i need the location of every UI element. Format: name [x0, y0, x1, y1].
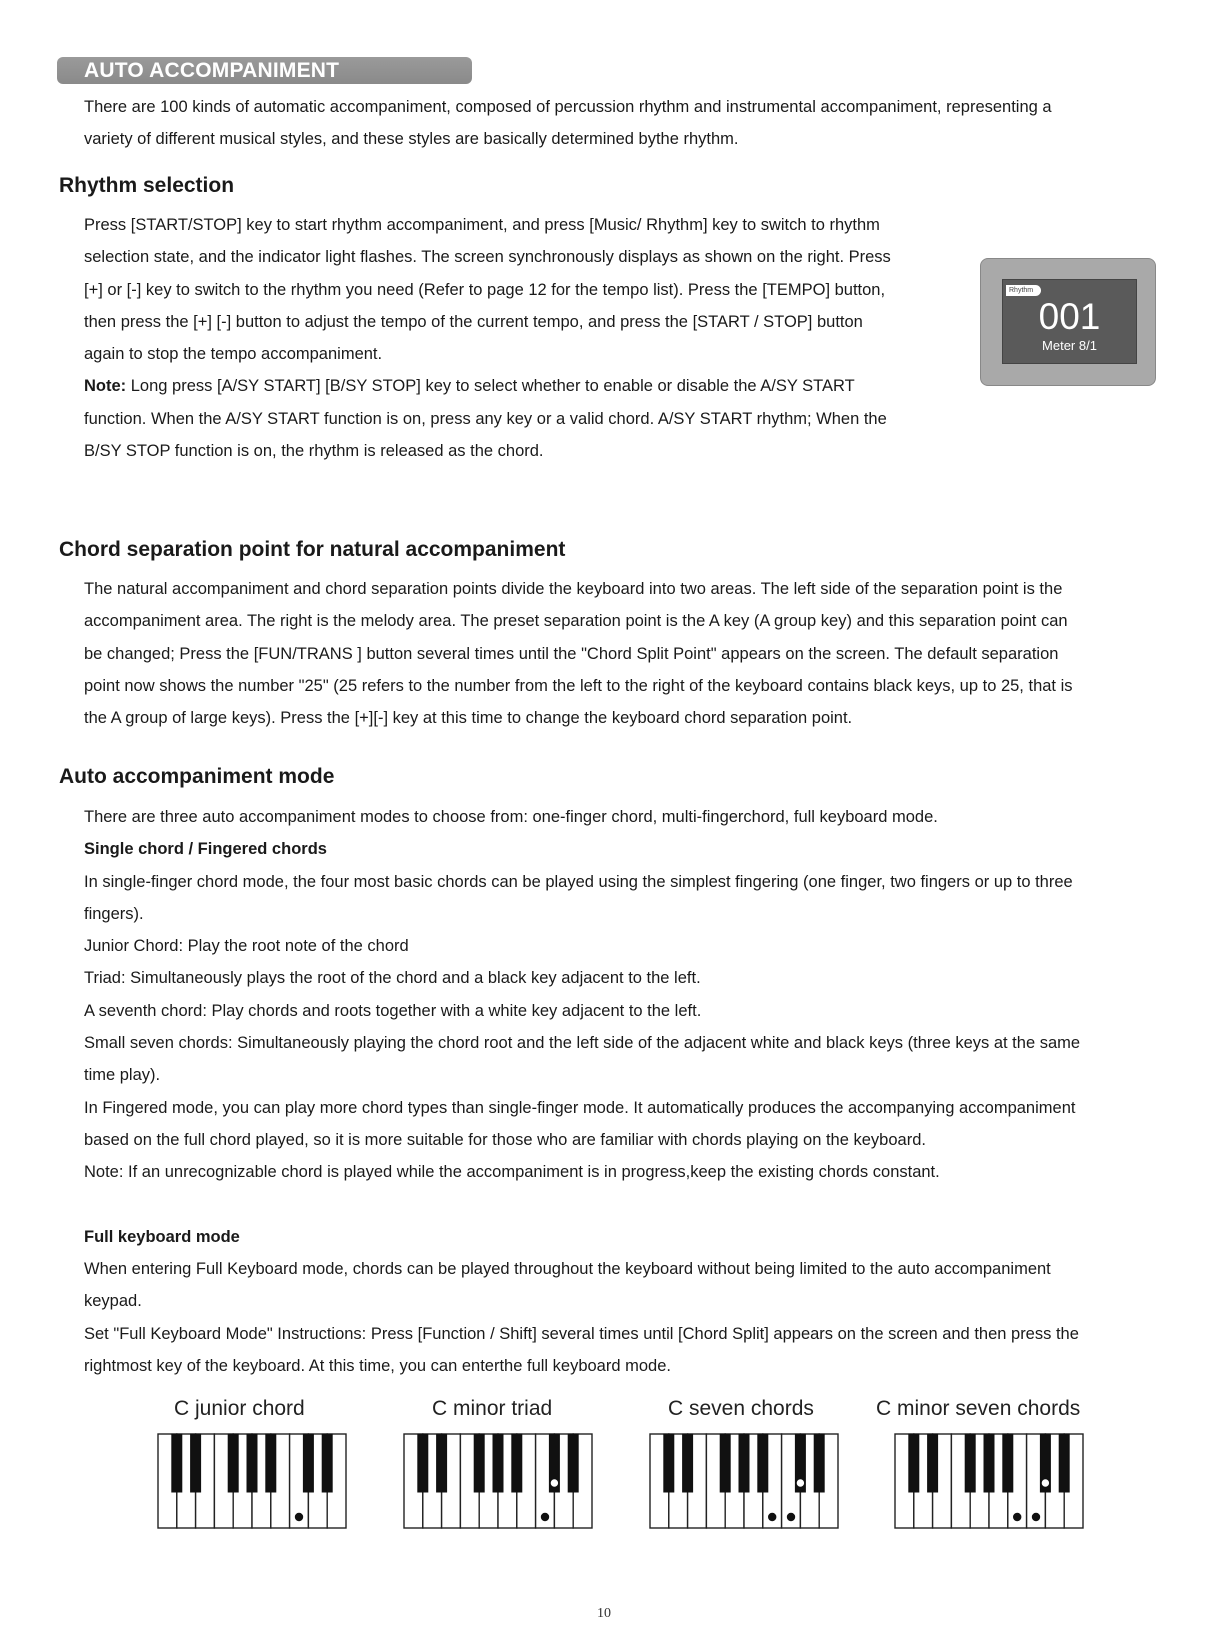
- full-line: Set "Full Keyboard Mode" Instructions: Press [Function / Shift] several times until [Chord Split] appears on the screen and then press the: [84, 1324, 1079, 1343]
- rhythm-note-line: B/SY STOP function is on, the rhythm is released as the chord.: [84, 442, 544, 461]
- chord-split-line: accompaniment area. The right is the melody area. The preset separation point is the A key (A group key) and this separation point can: [84, 612, 1068, 631]
- intro-line: There are 100 kinds of automatic accompaniment, composed of percussion rhythm and instrumental accompaniment, representing a: [84, 98, 1052, 116]
- display-rhythm-tag: Rhythm: [1006, 285, 1041, 296]
- mode-intro: There are three auto accompaniment modes to choose from: one-finger chord, multi-fingerchord, full keyboard mode.: [84, 808, 938, 826]
- black-key: [172, 1434, 182, 1492]
- full-line: When entering Full Keyboard mode, chords can be played throughout the keyboard without being limited to the auto accompaniment: [84, 1260, 1051, 1279]
- mode-paragraph: [84, 801, 1080, 1382]
- keyboard-title-minor-seven: C minor seven chords: [876, 1397, 1081, 1420]
- chord-split-heading: Chord separation point for natural accompaniment: [59, 538, 566, 561]
- black-key: [664, 1434, 674, 1492]
- pressed-black-key-dot: [796, 1479, 804, 1487]
- pressed-black-key-dot: [1041, 1479, 1049, 1487]
- chord-split-line: point now shows the number "25" (25 refers to the number from the left to the right of the keyboard contains black keys, up to 25, that is: [84, 676, 1073, 695]
- chord-split-line: The natural accompaniment and chord separation points divide the keyboard into two areas. The left side of the separation point is the: [84, 580, 1063, 598]
- rhythm-line: [+] or [-] key to switch to the rhythm you need (Refer to page 12 for the tempo list). Press the [TEMPO] button,: [84, 280, 886, 299]
- single-line: Junior Chord: Play the root note of the chord: [84, 937, 409, 956]
- rhythm-paragraph: [84, 209, 891, 467]
- pressed-white-key-dot: [1032, 1513, 1040, 1521]
- page-number: 10: [597, 1606, 611, 1621]
- pressed-white-key-dot: [1013, 1513, 1021, 1521]
- rhythm-line: selection state, and the indicator light flashes. The screen synchronously displays as shown on the right. Press: [84, 248, 891, 267]
- rhythm-heading: Rhythm selection: [59, 174, 235, 197]
- intro-line: variety of different musical styles, and these styles are basically determined bythe rhythm.: [84, 130, 739, 149]
- keyboard-diagram-minor-triad: [403, 1433, 593, 1529]
- rhythm-note-line: [84, 370, 891, 402]
- chord-split-line: the A group of large keys). Press the [+][-] key at this time to change the keyboard chord separation point.: [84, 709, 853, 728]
- intro-paragraph: [84, 91, 1052, 156]
- note-text: Long press [A/SY START] [B/SY STOP] key to select whether to enable or disable the A/SY START: [126, 377, 855, 396]
- pressed-white-key-dot: [541, 1513, 549, 1521]
- spacer: [84, 1189, 1080, 1221]
- display-meter: Meter 8/1: [1042, 338, 1097, 353]
- pressed-white-key-dot: [787, 1513, 795, 1521]
- mode-heading: Auto accompaniment mode: [59, 765, 335, 788]
- note-label: Note:: [84, 377, 127, 396]
- black-key: [928, 1434, 938, 1492]
- keyboard-diagram-minor-seven: [894, 1433, 1084, 1529]
- black-key: [814, 1434, 824, 1492]
- full-keyboard-heading: Full keyboard mode: [84, 1227, 240, 1246]
- black-key: [247, 1434, 257, 1492]
- black-key: [984, 1434, 994, 1492]
- rhythm-line: again to stop the tempo accompaniment.: [84, 345, 383, 364]
- rhythm-display-illustration: [980, 258, 1156, 386]
- single-line: time play).: [84, 1066, 161, 1085]
- black-key: [228, 1434, 238, 1492]
- black-key: [909, 1434, 919, 1492]
- keyboard-diagram-junior: [157, 1433, 347, 1529]
- chord-split-paragraph: [84, 573, 1073, 734]
- single-line: In single-finger chord mode, the four most basic chords can be played using the simplest fingering (one finger, two fingers or up to three: [84, 872, 1073, 891]
- pressed-white-key-dot: [295, 1513, 303, 1521]
- single-line: A seventh chord: Play chords and roots together with a white key adjacent to the left.: [84, 1001, 702, 1020]
- full-line: keypad.: [84, 1292, 142, 1311]
- single-line: based on the full chord played, so it is more suitable for those who are familiar with chords playing on the keyboard.: [84, 1130, 926, 1149]
- black-key: [474, 1434, 484, 1492]
- full-line: rightmost key of the keyboard. At this time, you can enterthe full keyboard mode.: [84, 1357, 671, 1376]
- single-line: Small seven chords: Simultaneously playing the chord root and the left side of the adjacent white and black keys (three keys at the same: [84, 1034, 1081, 1053]
- black-key: [1003, 1434, 1013, 1492]
- black-key: [568, 1434, 578, 1492]
- black-key: [266, 1434, 276, 1492]
- black-key: [683, 1434, 693, 1492]
- black-key: [418, 1434, 428, 1492]
- black-key: [720, 1434, 730, 1492]
- keyboard-title-seven: C seven chords: [668, 1397, 814, 1420]
- single-line: Note: If an unrecognizable chord is played while the accompaniment is in progress,keep the existing chords constant.: [84, 1163, 940, 1182]
- rhythm-note-line: function. When the A/SY START function is on, press any key or a valid chord. A/SY START rhythm; When the: [84, 409, 887, 428]
- display-number: 001: [1038, 296, 1101, 337]
- black-key: [758, 1434, 768, 1492]
- single-line: Triad: Simultaneously plays the root of the chord and a black key adjacent to the left.: [84, 969, 701, 988]
- black-key: [322, 1434, 332, 1492]
- single-line: fingers).: [84, 904, 144, 923]
- pressed-black-key-dot: [550, 1479, 558, 1487]
- black-key: [303, 1434, 313, 1492]
- single-chord-heading: Single chord / Fingered chords: [84, 840, 327, 859]
- rhythm-line: Press [START/STOP] key to start rhythm accompaniment, and press [Music/ Rhythm] key to switch to rhythm: [84, 216, 880, 234]
- black-key: [512, 1434, 522, 1492]
- rhythm-line: then press the [+] [-] button to adjust the tempo of the current tempo, and press the [START / STOP] button: [84, 312, 863, 331]
- pressed-white-key-dot: [768, 1513, 776, 1521]
- black-key: [437, 1434, 447, 1492]
- black-key: [965, 1434, 975, 1492]
- black-key: [739, 1434, 749, 1492]
- section-banner: AUTO ACCOMPANIMENT: [57, 57, 472, 84]
- black-key: [1059, 1434, 1069, 1492]
- black-key: [493, 1434, 503, 1492]
- display-screen: [1002, 279, 1137, 364]
- keyboard-diagram-seven: [649, 1433, 839, 1529]
- keyboard-title-minor-triad: C minor triad: [432, 1397, 553, 1420]
- keyboard-title-junior: C junior chord: [174, 1397, 305, 1420]
- chord-split-line: be changed; Press the [FUN/TRANS ] button several times until the "Chord Split Point" appears on the screen. The default separation: [84, 644, 1059, 663]
- single-line: In Fingered mode, you can play more chord types than single-finger mode. It automatically produces the accompanying accompaniment: [84, 1098, 1076, 1117]
- black-key: [191, 1434, 201, 1492]
